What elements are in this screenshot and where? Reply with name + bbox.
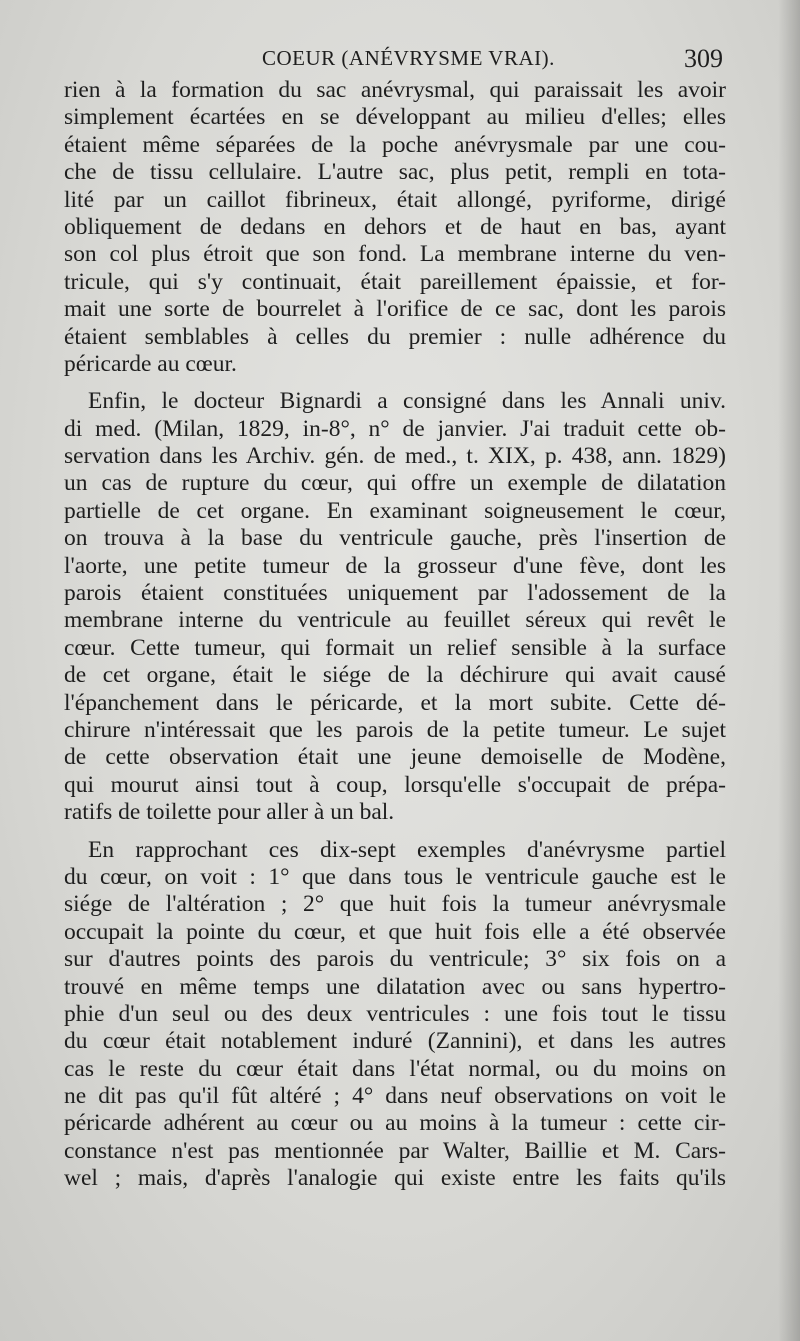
text-line: di med. (Milan, 1829, in-8°, n° de janvier. J'ai traduit cette ob- xyxy=(64,415,726,442)
paragraph-p2 xyxy=(64,388,726,826)
paragraph-gap xyxy=(64,378,726,388)
text-line: occupait la pointe du cœur, et que huit fois elle a été observée xyxy=(64,918,726,945)
text-line: cas le reste du cœur était dans l'état normal, ou du moins on xyxy=(64,1055,726,1082)
text-line: siége de l'altération ; 2° que huit fois la tumeur anévrysmale xyxy=(64,891,726,918)
paragraph-p3 xyxy=(64,837,726,1193)
text-body xyxy=(64,77,726,1193)
text-line: lité par un caillot fibrineux, était allongé, pyriforme, dirigé xyxy=(64,186,726,213)
text-line: che de tissu cellulaire. L'autre sac, plus petit, rempli en tota- xyxy=(64,159,726,186)
text-line: de cet organe, était le siége de la déchirure qui avait causé xyxy=(64,662,726,689)
text-line: tricule, qui s'y continuait, était pareillement épaissie, et for- xyxy=(64,268,726,295)
paragraph-p1 xyxy=(64,77,726,378)
text-line: péricarde adhérent au cœur ou au moins à la tumeur : cette cir- xyxy=(64,1110,726,1137)
text-line: servation dans les Archiv. gén. de med., t. XIX, p. 438, ann. 1829) xyxy=(64,443,726,470)
text-line: ratifs de toilette pour aller à un bal. xyxy=(64,799,395,826)
text-line: du cœur, on voit : 1° que dans tous le ventricule gauche est le xyxy=(64,863,726,890)
text-line: membrane interne du ventricule au feuillet séreux qui revêt le xyxy=(64,607,726,634)
text-line: obliquement de dedans en dehors et de haut en bas, ayant xyxy=(64,213,726,240)
text-line: constance n'est pas mentionnée par Walter, Baillie et M. Cars- xyxy=(64,1137,726,1164)
text-line: l'aorte, une petite tumeur de la grosseur d'une fève, dont les xyxy=(64,552,726,579)
text-line: chirure n'intéressait que les parois de la petite tumeur. Le sujet xyxy=(64,716,726,743)
running-head xyxy=(0,44,800,78)
text-line: étaient semblables à celles du premier : nulle adhérence du xyxy=(64,323,726,350)
text-line: wel ; mais, d'après l'analogie qui existe entre les faits qu'ils xyxy=(64,1165,726,1192)
text-line: rien à la formation du sac anévrysmal, qui paraissait les avoir xyxy=(64,77,726,103)
text-line: on trouva à la base du ventricule gauche, près l'insertion de xyxy=(64,525,726,552)
page-number: 309 xyxy=(684,44,723,73)
text-line: Enfin, le docteur Bignardi a consigné dans les Annali univ. xyxy=(88,388,726,415)
text-line: péricarde au cœur. xyxy=(64,350,237,377)
text-line: un cas de rupture du cœur, qui offre un exemple de dilatation xyxy=(64,470,726,497)
text-line: simplement écartées en se développant au milieu d'elles; elles xyxy=(64,104,726,131)
text-line: ne dit pas qu'il fût altéré ; 4° dans neuf observations on voit le xyxy=(64,1083,726,1110)
text-line: cœur. Cette tumeur, qui formait un relief sensible à la surface xyxy=(64,634,726,661)
text-line: trouvé en même temps une dilatation avec ou sans hypertro- xyxy=(64,973,726,1000)
text-line: En rapprochant ces dix-sept exemples d'anévrysme partiel xyxy=(88,836,726,863)
running-title: COEUR (ANÉVRYSME VRAI). xyxy=(262,46,555,70)
text-line: parois étaient constituées uniquement par l'adossement de la xyxy=(64,580,726,607)
text-line: qui mourut ainsi tout à coup, lorsqu'elle s'occupait de prépa- xyxy=(64,771,726,798)
text-line: de cette observation était une jeune demoiselle de Modène, xyxy=(64,744,726,771)
text-line: phie d'un seul ou des deux ventricules : une fois tout le tissu xyxy=(64,1000,726,1027)
text-line: l'épanchement dans le péricarde, et la mort subite. Cette dé- xyxy=(64,689,726,716)
text-line: sur d'autres points des parois du ventricule; 3° six fois on a xyxy=(64,946,726,973)
paragraph-gap xyxy=(64,827,726,837)
text-line: son col plus étroit que son fond. La membrane interne du ven- xyxy=(64,241,726,268)
text-line: partielle de cet organe. En examinant soigneusement le cœur, xyxy=(64,497,726,524)
text-line: mait une sorte de bourrelet à l'orifice de ce sac, dont les parois xyxy=(64,296,726,323)
text-line: étaient même séparées de la poche anévrysmale par une cou- xyxy=(64,131,726,158)
text-line: du cœur était notablement induré (Zannini), et dans les autres xyxy=(64,1028,726,1055)
